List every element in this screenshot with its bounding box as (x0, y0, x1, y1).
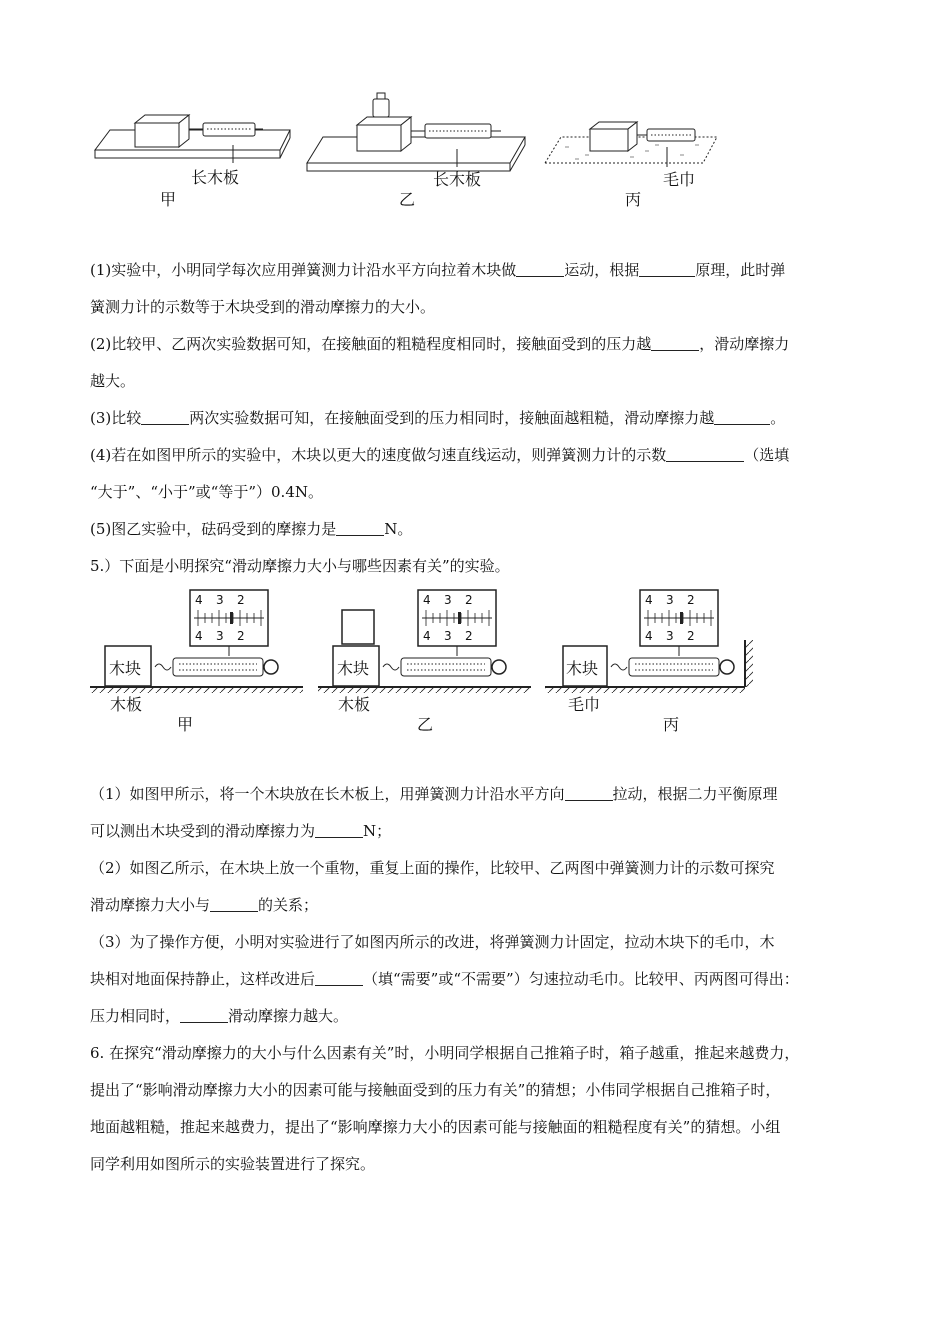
svg-text:2: 2 (687, 629, 695, 643)
svg-text:木板: 木板 (110, 695, 143, 714)
answer-blank[interactable] (315, 819, 363, 838)
svg-text:木块: 木块 (566, 659, 599, 678)
answer-blank[interactable] (666, 443, 744, 462)
svg-text:4: 4 (423, 593, 431, 607)
wood-block (590, 129, 628, 151)
answer-blank[interactable] (336, 517, 384, 536)
setup2-yi (318, 590, 531, 734)
svg-text:2: 2 (687, 593, 695, 607)
answer-blank[interactable] (315, 967, 363, 986)
svg-text:4: 4 (195, 593, 203, 607)
q5-part-1: （1）如图甲所示，将一个木块放在长木板上，用弹簧测力计沿水平方向 拉动，根据二力平衡原理 可以测出木块受到的滑动摩擦力为 N； (90, 776, 865, 850)
q4-part-5: (5)图乙实验中，砝码受到的摩擦力是 N。 (90, 511, 865, 548)
caption-jia: 甲 (160, 190, 177, 209)
svg-text:3: 3 (216, 593, 224, 607)
caption2-yi: 乙 (417, 715, 434, 734)
svg-text:木块: 木块 (109, 659, 142, 678)
answer-blank[interactable] (516, 258, 564, 277)
svg-text:2: 2 (465, 629, 473, 643)
q6-text: 6. 在探究“滑动摩擦力的大小与什么因素有关”时，小明同学根据自己推箱子时，箱子越重，推起来越费力， 提出了“影响滑动摩擦力大小的因素可能与接触面受到的压力有关”的猜想；小伟同学根据自己推箱子时， 地面越粗糙，推起来越费力，提出了“影响摩擦力大小的因素可能与接触面的粗糙程度有关”的猜想。小组 同学利用如图所示的实验装置进行了探究。 (90, 1044, 800, 1173)
caption2-bing: 丙 (663, 715, 680, 734)
setup2-jia (90, 590, 303, 734)
q4-part-2: (2)比较甲、乙两次实验数据可知，在接触面的粗糙程度相同时，接触面受到的压力越 ，滑动摩擦力 越大。 (90, 326, 865, 400)
svg-text:3: 3 (216, 629, 224, 643)
svg-text:3: 3 (666, 629, 674, 643)
svg-text:3: 3 (444, 593, 452, 607)
answer-blank[interactable] (210, 893, 258, 912)
svg-text:2: 2 (237, 593, 245, 607)
setup2-bing (545, 590, 753, 734)
svg-text:木板: 木板 (338, 695, 371, 714)
svg-text:4: 4 (423, 629, 431, 643)
svg-text:3: 3 (666, 593, 674, 607)
q4-part-3: (3)比较 两次实验数据可知，在接触面受到的压力相同时，接触面越粗糙，滑动摩擦力越 。 (90, 400, 865, 437)
answer-blank[interactable] (180, 1004, 228, 1023)
svg-text:4: 4 (645, 629, 653, 643)
spring-scale (647, 129, 695, 141)
answer-blank[interactable] (714, 406, 770, 425)
q5-intro: 5.）下面是小明探究“滑动摩擦力大小与哪些因素有关”的实验。 (90, 557, 510, 575)
q5-part-3: （3）为了操作方便，小明对实验进行了如图丙所示的改进，将弹簧测力计固定，拉动木块下的毛巾，木 块相对地面保持静止，这样改进后 （填“需要”或“不需要”）匀速拉动毛巾。比较甲、丙两图可得出： 压力相同时， 滑动摩擦力越大。 (90, 933, 799, 1025)
svg-text:毛巾: 毛巾 (568, 695, 601, 714)
weight (373, 99, 389, 117)
setup-yi (307, 93, 525, 209)
weight (342, 610, 374, 644)
answer-blank[interactable] (141, 406, 189, 425)
svg-text:4: 4 (645, 593, 653, 607)
long-board (95, 130, 290, 150)
figure-friction-setups-1 (85, 85, 735, 215)
svg-text:3: 3 (444, 629, 452, 643)
caption-bing: 丙 (625, 190, 642, 209)
q5-part-2: （2）如图乙所示，在木块上放一个重物，重复上面的操作，比较甲、乙两图中弹簧测力计的示数可探究 滑动摩擦力大小与 的关系； (90, 859, 775, 914)
caption-yi: 乙 (399, 190, 416, 209)
surface-label-yi: 长木板 (433, 170, 482, 189)
q4-part-4: (4)若在如图甲所示的实验中，木块以更大的速度做匀速直线运动，则弹簧测力计的示数 （选填 “大于”、“小于”或“等于”）0.4N。 (90, 437, 865, 511)
answer-blank[interactable] (651, 332, 699, 351)
surface-label-jia: 长木板 (191, 168, 240, 187)
answer-blank[interactable] (639, 258, 695, 277)
setup-jia (95, 115, 290, 209)
svg-text:2: 2 (465, 593, 473, 607)
svg-text:4: 4 (195, 629, 203, 643)
svg-text:木块: 木块 (337, 659, 370, 678)
figure-friction-setups-2 (85, 588, 775, 738)
q4-part-1: (1)实验中，小明同学每次应用弹簧测力计沿水平方向拉着木块做 运动，根据 原理，此时弹 簧测力计的示数等于木块受到的滑动摩擦力的大小。 (90, 252, 865, 326)
answer-blank[interactable] (565, 782, 613, 801)
setup-bing (545, 122, 717, 209)
long-board (307, 137, 525, 163)
caption2-jia: 甲 (177, 715, 194, 734)
wood-block (357, 125, 401, 151)
svg-text:2: 2 (237, 629, 245, 643)
wood-block (135, 123, 179, 147)
surface-label-bing: 毛巾 (663, 170, 696, 189)
